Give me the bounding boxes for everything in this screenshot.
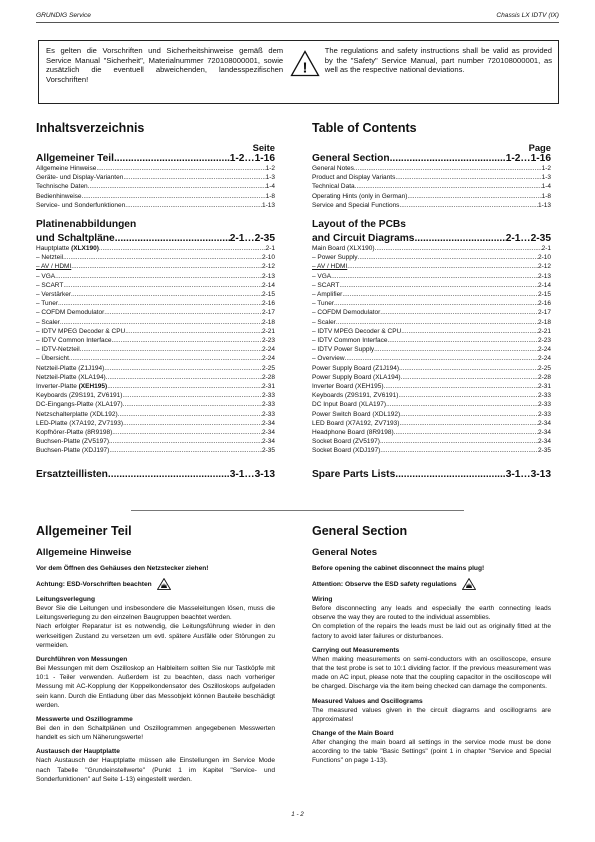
toc-en-pcb-entry[interactable] <box>312 336 551 345</box>
entry-label: Technische Daten <box>36 183 88 191</box>
section-en-p1b: On completion of the repairs the leads must be laid out as originally fitted at the factory to avoid later failures or disturbances. <box>312 623 551 640</box>
entry-leader-dots <box>123 173 265 182</box>
entry-label: – Scaler <box>36 318 60 326</box>
entry-leader-dots <box>96 164 265 173</box>
entry-page: 2-24 <box>261 355 275 363</box>
toc-de-general-entry[interactable] <box>36 182 275 191</box>
toc-de-pcb-entry[interactable] <box>36 354 275 363</box>
entry-leader-dots <box>347 262 538 271</box>
entry-leader-dots <box>401 373 538 382</box>
section-de-p3: Bei den in den Schaltplänen und Oszillogrammen angegebenen Messwerten handelt es sich um Näherungswerte! <box>36 725 275 742</box>
entry-label: Socket Board (ZV5197) <box>312 438 380 446</box>
toc-en-pcb-entry[interactable] <box>312 400 551 409</box>
entry-page: 1-8 <box>541 192 551 200</box>
toc-de-pcb-entry[interactable] <box>36 410 275 419</box>
entry-page: 2-24 <box>261 346 275 354</box>
entry-leader-dots <box>399 201 538 210</box>
entry-page: 2-16 <box>261 300 275 308</box>
page-number: 1 - 2 <box>291 811 304 818</box>
entry-leader-dots <box>374 345 538 354</box>
toc-en-general-entry[interactable] <box>312 182 551 191</box>
toc-en-pcb-entry[interactable] <box>312 382 551 391</box>
entry-page: 2-31 <box>537 383 551 391</box>
entry-leader-dots <box>80 345 262 354</box>
toc-en-main-board[interactable]: Main Board (XLX190) ..... 2-1 <box>312 244 551 253</box>
entry-page: 1-3 <box>265 174 275 182</box>
section-en-title: General Section <box>312 524 408 538</box>
entry-label: – IDTV Common Interface <box>312 337 388 345</box>
entry-leader-dots <box>358 253 538 262</box>
toc-en-pcb-entry[interactable] <box>312 428 551 437</box>
entry-leader-dots <box>88 182 266 191</box>
entry-page: 2-14 <box>261 281 275 289</box>
section-de-title: Allgemeiner Teil <box>36 524 132 538</box>
entry-leader-dots <box>355 182 542 191</box>
toc-de-pcb-title: Platinenabbildungen <box>36 219 137 231</box>
entry-page: 2-33 <box>261 392 275 400</box>
toc-en-pcb-entry[interactable] <box>312 281 551 290</box>
toc-en-pcb-entry[interactable] <box>312 253 551 262</box>
entry-page: 2-33 <box>537 401 551 409</box>
entry-label: Service- und Sonderfunktionen <box>36 201 126 209</box>
toc-en-general-entry[interactable] <box>312 173 551 182</box>
toc-de-general-entry[interactable] <box>36 201 275 210</box>
entry-page: 2-23 <box>537 337 551 345</box>
entry-label: – Übersicht <box>36 355 69 363</box>
entry-label: Kopfhörer-Platte (8R9198) <box>36 429 113 437</box>
entry-label: Netzschalterplatte (XDL192) <box>36 410 118 418</box>
entry-leader-dots <box>63 253 262 262</box>
entry-page: 2-17 <box>261 309 275 317</box>
toc-de-pcb-list2 <box>36 391 275 455</box>
section-en-h3: Measured Values and Oscillograms <box>312 697 423 705</box>
entry-page: 2-24 <box>537 346 551 354</box>
entry-leader-dots <box>118 410 262 419</box>
entry-leader-dots <box>71 290 262 299</box>
safety-notice <box>38 40 559 104</box>
entry-leader-dots <box>60 318 262 327</box>
section-en-h1: Wiring <box>312 596 333 603</box>
entry-leader-dots <box>123 419 262 428</box>
entry-page: 2-34 <box>537 419 551 427</box>
entry-page: 2-13 <box>537 272 551 280</box>
toc-en-pcb-entry[interactable] <box>312 391 551 400</box>
entry-leader-dots <box>331 272 538 281</box>
entry-leader-dots <box>112 336 262 345</box>
toc-de-pcb-entry[interactable] <box>36 272 275 281</box>
entry-leader-dots <box>58 299 262 308</box>
entry-label: – IDTV MPEG Decoder & CPU <box>312 327 402 335</box>
header-rule <box>36 22 559 23</box>
entry-leader-dots <box>386 400 538 409</box>
entry-page: 2-25 <box>537 364 551 372</box>
toc-de-pcb-entry[interactable] <box>36 364 275 373</box>
entry-page: 2-28 <box>261 373 275 381</box>
section-de-subtitle: Allgemeine Hinweise <box>36 547 132 558</box>
entry-leader-dots <box>125 201 262 210</box>
entry-leader-dots <box>125 327 262 336</box>
entry-page: 2-34 <box>261 419 275 427</box>
toc-de-general-list <box>36 164 275 210</box>
entry-page: 1-3 <box>541 174 551 182</box>
entry-label: – Amplifier <box>312 291 343 299</box>
toc-en <box>312 121 551 480</box>
section-de-p1b: Nach erfolgter Reparatur ist es notwendig, die Leitungsführung wieder in den werkseitigen Zustand zu versetzen um evtl. spätere Ausfälle oder Störungen zu vermeiden. <box>36 623 275 649</box>
section-de-h4: Austausch der Hauptplatte <box>36 748 120 756</box>
toc-en-pcb-list <box>312 253 551 455</box>
entry-label: Bedienhinweise <box>36 192 82 200</box>
entry-leader-dots <box>398 391 538 400</box>
section-en-p1: Before disconnecting any leads and especially the earth connecting leads observe the way they are routed to the individual assemblies. <box>312 605 551 622</box>
toc-en-spares[interactable]: Spare Parts Lists ..... 3-1…3-13 <box>312 469 551 480</box>
entry-leader-dots <box>354 164 542 173</box>
page-header <box>36 12 559 19</box>
toc-en-pcb-entry[interactable] <box>312 354 551 363</box>
entry-leader-dots <box>104 308 262 317</box>
toc-en-pcb-entry[interactable] <box>312 272 551 281</box>
entry-leader-dots <box>123 400 262 409</box>
entry-leader-dots <box>394 428 538 437</box>
entry-page: 2-33 <box>537 410 551 418</box>
entry-label: Keyboards (Z9S191, ZV6191) <box>36 392 123 400</box>
entry-label: – IDTV MPEG Decoder & CPU <box>36 327 126 335</box>
toc-de-pcb[interactable]: und Schaltpläne ..... 2-1…2-35 <box>36 233 275 244</box>
entry-label: – Tuner <box>312 300 335 308</box>
entry-page: 2-12 <box>261 263 275 271</box>
entry-label: General Notes <box>312 165 354 172</box>
toc-de-pcb-entry[interactable] <box>36 446 275 455</box>
entry-label: – COFDM Demodulator <box>312 309 381 317</box>
section-de-warning: Vor dem Öffnen des Gehäuses den Netzstecker ziehen! <box>36 565 209 572</box>
toc-de-pcb-entry[interactable] <box>36 308 275 317</box>
entry-page: 2-24 <box>537 355 551 363</box>
entry-page: 1-2 <box>265 165 275 172</box>
entry-label: Keyboards (Z9S191, ZV6191) <box>312 392 399 400</box>
entry-label: Socket Board (XDJ197) <box>312 447 381 455</box>
warning-triangle-icon <box>289 41 321 103</box>
entry-page: 1-13 <box>537 201 551 209</box>
toc-de-title: Inhaltsverzeichnis <box>36 121 145 135</box>
entry-leader-dots <box>380 446 538 455</box>
entry-page: 2-33 <box>537 392 551 400</box>
toc-en-pcb-entry[interactable] <box>312 262 551 271</box>
header-right: Chassis LX IDTV (IX) <box>496 12 559 19</box>
entry-page: 2-34 <box>261 429 275 437</box>
toc-en-pcb-entry[interactable] <box>312 299 551 308</box>
section-de-h3: Messwerte und Oszillogramme <box>36 716 133 724</box>
toc-de-pcb-entry[interactable] <box>36 373 275 382</box>
entry-label: Headphone Board (8R9198) <box>312 429 394 437</box>
toc-de-pcb-entry[interactable] <box>36 437 275 446</box>
toc-de <box>36 121 275 480</box>
toc-en-pcb-entry[interactable] <box>312 290 551 299</box>
header-left: GRUNDIG Service <box>36 12 91 19</box>
notice-de: Es gelten die Vorschriften und Sicherheitshinweise gemäß dem Service Manual "Sicherheit", Materialnummer 720108000001, sowie zusätzlich die eventuell abweichenden, landesspezifischen Vorschriften! <box>46 46 284 85</box>
entry-leader-dots <box>104 364 262 373</box>
toc-en-pcb-entry[interactable] <box>312 318 551 327</box>
toc-de-spares[interactable]: Ersatzteillisten ..... 3-1…3-13 <box>36 469 275 480</box>
entry-label: – SCART <box>36 281 64 289</box>
entry-leader-dots <box>399 419 538 428</box>
entry-page: 2-12 <box>537 263 551 271</box>
toc-en-pcb-entry[interactable] <box>312 327 551 336</box>
section-de-p2: Bei Messungen mit dem Oszilloskop an Halbleitern sollten Sie nur Tastköpfe mit 10:1 - Teiler verwenden. Außerdem ist zu beachten, dass nach vorheriger Messung mit AC-Kopplung der Koppelkondensator des Oszilloskops aufgeladen sein kann. Durch die Entladung über das Messobjekt können Bauteile beschädigt werden. <box>36 665 275 709</box>
entry-page: 1-13 <box>261 201 275 209</box>
entry-page: 2-15 <box>261 291 275 299</box>
toc-de-pcb-entry[interactable] <box>36 253 275 262</box>
section-divider <box>131 510 464 511</box>
toc-en-page-label: Page <box>528 142 551 153</box>
toc-de-pcb-entry[interactable] <box>36 391 275 400</box>
entry-page: 2-10 <box>261 254 275 262</box>
section-de-h2: Durchführen von Messungen <box>36 656 128 664</box>
toc-en-general-entry[interactable] <box>312 164 551 173</box>
entry-label: Product and Display Variants <box>312 174 396 182</box>
warning-symbol: ! <box>302 59 308 77</box>
entry-page: 1-8 <box>265 192 275 200</box>
section-de-p1: Bevor Sie die Leitungen und insbesondere die Masseleitungen lösen, muss die Leitungsverlegung zu den einzelnen Baugruppen beachtet werden. <box>36 605 275 622</box>
entry-leader-dots <box>388 336 538 345</box>
entry-page: 2-10 <box>537 254 551 262</box>
toc-en-pcb-entry[interactable] <box>312 446 551 455</box>
entry-page: 1-4 <box>541 183 551 191</box>
entry-label: Power Supply Board (Z1J194) <box>312 364 400 372</box>
entry-leader-dots <box>345 354 538 363</box>
entry-label: – VGA <box>312 272 332 280</box>
toc-en-general[interactable]: General Section ..... 1-2…1-16 <box>312 153 551 164</box>
entry-leader-dots <box>336 318 538 327</box>
toc-de-general-entry[interactable] <box>36 192 275 201</box>
entry-label: Allgemeine Hinweise <box>36 165 97 172</box>
entry-label: – Netzteil <box>36 254 64 262</box>
section-en-esd: Attention: Observe the ESD safety regulations <box>312 578 551 590</box>
toc-de-main-board[interactable]: Hauptplatte (XLX190) ..... 2-1 <box>36 244 275 253</box>
entry-leader-dots <box>380 308 538 317</box>
entry-page: 2-23 <box>261 337 275 345</box>
toc-en-pcb-entry[interactable] <box>312 437 551 446</box>
entry-label: LED Board (X7A192, ZV7193) <box>312 419 400 427</box>
toc-de-pcb-entry[interactable] <box>36 400 275 409</box>
toc-en-general-list <box>312 164 551 210</box>
toc-en-general-entry[interactable] <box>312 201 551 210</box>
entry-leader-dots <box>109 437 262 446</box>
entry-label: DC-Eingangs-Platte (XLA197) <box>36 401 123 409</box>
entry-label: – Verstärker <box>36 291 72 299</box>
entry-page: 2-21 <box>261 327 275 335</box>
toc-de-pcb-list <box>36 253 275 382</box>
entry-leader-dots <box>401 327 538 336</box>
entry-leader-dots <box>112 428 262 437</box>
entry-leader-dots <box>384 382 538 391</box>
entry-leader-dots <box>63 281 262 290</box>
entry-label: Buchsen-Platte (ZV5197) <box>36 438 109 446</box>
entry-page: 2-14 <box>537 281 551 289</box>
entry-page: 2-17 <box>537 309 551 317</box>
entry-leader-dots <box>395 173 541 182</box>
entry-page: 2-33 <box>261 410 275 418</box>
entry-leader-dots <box>109 446 262 455</box>
section-en-p4: After changing the main board all settings in the service mode must be done according to the table "Basic Settings" (point 1 in chapter "Service and Special Functions" on page 1-13). <box>312 739 551 765</box>
toc-de-pcb-entry[interactable] <box>36 318 275 327</box>
toc-de-pcb-entry[interactable] <box>36 299 275 308</box>
entry-page: 2-21 <box>537 327 551 335</box>
entry-label: Netzteil-Platte (Z1J194) <box>36 364 105 372</box>
toc-de-pcb-entry[interactable] <box>36 290 275 299</box>
toc-de-general[interactable]: Allgemeiner Teil ..... 1-2…1-16 <box>36 153 275 164</box>
section-en-subtitle: General Notes <box>312 547 378 558</box>
entry-label: – IDTV-Netzteil <box>36 346 80 354</box>
section-de-p4: Nach Austausch der Hauptplatte müssen alle Einstellungen im Service Mode nach Tabelle "Grundeinstellwerte" (Punkt 1 im Kapitel "Service- und Sonderfunktionen" auf Seite 1-13) eingestellt werden. <box>36 757 275 783</box>
toc-en-pcb-entry[interactable] <box>312 410 551 419</box>
entry-leader-dots <box>399 364 538 373</box>
esd-hand-icon <box>157 578 171 590</box>
entry-label: – SCART <box>312 281 340 289</box>
entry-label: Netzteil-Platte (XLA194) <box>36 373 106 381</box>
entry-leader-dots <box>82 192 266 201</box>
section-en <box>312 524 551 766</box>
entry-page: 2-34 <box>537 438 551 446</box>
section-en-p2: When making measurements on semi-conductors with an oscilloscope, ensure that the test probe is set to 10:1 dividing factor. If the previous measurement was made on AC input, please note that the coupling capacitor in the oscilloscope will be charged. Discharge via the item being checked can damage the components. <box>312 655 551 691</box>
toc-de-general-entry[interactable] <box>36 164 275 173</box>
esd-hand-icon <box>462 578 476 590</box>
toc-de-general-entry[interactable] <box>36 173 275 182</box>
entry-page: 2-16 <box>537 300 551 308</box>
toc-de-pcb-entry[interactable] <box>36 336 275 345</box>
toc-de-pcb-entry[interactable] <box>36 428 275 437</box>
entry-page: 2-35 <box>537 447 551 455</box>
entry-leader-dots <box>380 437 538 446</box>
toc-en-pcb-entry[interactable] <box>312 364 551 373</box>
toc-de-pcb-entry[interactable] <box>36 345 275 354</box>
entry-label: LED-Platte (X7A192, ZV7193) <box>36 419 124 427</box>
entry-label: – COFDM Demodulator <box>36 309 105 317</box>
toc-en-general-entry[interactable] <box>312 192 551 201</box>
entry-leader-dots <box>342 290 538 299</box>
entry-label: Power Supply Board (XLA194) <box>312 373 401 381</box>
toc-en-pcb-entry[interactable] <box>312 373 551 382</box>
toc-en-pcb-title: Layout of the PCBs <box>312 219 406 231</box>
toc-de-pcb-entry[interactable] <box>36 262 275 271</box>
entry-leader-dots <box>122 391 262 400</box>
entry-leader-dots <box>339 281 538 290</box>
toc-de-inverter[interactable]: Inverter-Platte (XEH195) ..... 2-31 <box>36 382 275 391</box>
entry-page: 2-34 <box>537 429 551 437</box>
section-en-warning: Before opening the cabinet disconnect the mains plug! <box>312 565 485 572</box>
toc-de-pcb-entry[interactable] <box>36 419 275 428</box>
section-de-h1: Leitungsverlegung <box>36 596 95 603</box>
entry-label: Technical Data <box>312 183 355 191</box>
entry-page: 2-15 <box>537 291 551 299</box>
entry-label: DC Input Board (XLA197) <box>312 401 387 409</box>
entry-page: 2-34 <box>261 438 275 446</box>
entry-label: Power Switch Board (XDL192) <box>312 410 401 418</box>
entry-label: – Tuner <box>36 300 59 308</box>
entry-label: Service and Special Functions <box>312 201 400 209</box>
toc-en-pcb-entry[interactable] <box>312 419 551 428</box>
section-en-h2: Carrying out Measurements <box>312 646 400 654</box>
entry-leader-dots <box>334 299 538 308</box>
section-en-h4: Change of the Main Board <box>312 730 394 738</box>
entry-label: – VGA <box>36 272 56 280</box>
toc-de-pcb-entry[interactable] <box>36 327 275 336</box>
entry-leader-dots <box>71 262 262 271</box>
section-de-esd: Achtung: ESD-Vorschriften beachten <box>36 578 275 590</box>
entry-label: Inverter Board (XEH195) <box>312 383 384 391</box>
entry-label: Operating Hints (only in German) <box>312 192 408 200</box>
entry-label: – Scaler <box>312 318 336 326</box>
entry-page: 1-4 <box>265 183 275 191</box>
entry-leader-dots <box>407 192 541 201</box>
toc-en-pcb-entry[interactable] <box>312 308 551 317</box>
section-en-p3: The measured values given in the circuit diagrams and oscillograms are approximates! <box>312 706 551 723</box>
entry-label: – AV / HDMI <box>312 263 348 271</box>
entry-page: 1-2 <box>541 165 551 172</box>
entry-leader-dots <box>106 373 262 382</box>
section-de <box>36 524 275 784</box>
entry-page: 2-25 <box>261 364 275 372</box>
notice-en: The regulations and safety instructions shall be valid as provided by the "Safety" Service Manual, part number 720108000001, as well as the respective national deviations. <box>324 46 552 75</box>
entry-page: 2-33 <box>261 401 275 409</box>
toc-en-title: Table of Contents <box>312 121 417 135</box>
entry-page: 2-13 <box>261 272 275 280</box>
entry-label: Buchsen-Platte (XDJ197) <box>36 447 110 455</box>
entry-page: 2-18 <box>261 318 275 326</box>
entry-label: – IDTV Common Interface <box>36 337 112 345</box>
entry-label: Geräte- und Display-Varianten <box>36 174 124 182</box>
entry-leader-dots <box>55 272 262 281</box>
entry-label: – Power Supply <box>312 254 358 262</box>
entry-page: 2-35 <box>261 447 275 455</box>
toc-en-pcb[interactable]: and Circuit Diagrams ..... 2-1…2-35 <box>312 233 551 244</box>
entry-page: 2-18 <box>537 318 551 326</box>
toc-de-pcb-entry[interactable] <box>36 281 275 290</box>
entry-leader-dots <box>400 410 538 419</box>
toc-de-page-label: Seite <box>252 142 275 153</box>
entry-page: 2-28 <box>537 373 551 381</box>
toc-en-pcb-entry[interactable] <box>312 345 551 354</box>
entry-label: – Overview <box>312 355 345 363</box>
entry-label: – AV / HDMI <box>36 263 72 271</box>
entry-label: – IDTV Power Supply <box>312 346 375 354</box>
entry-leader-dots <box>69 354 262 363</box>
